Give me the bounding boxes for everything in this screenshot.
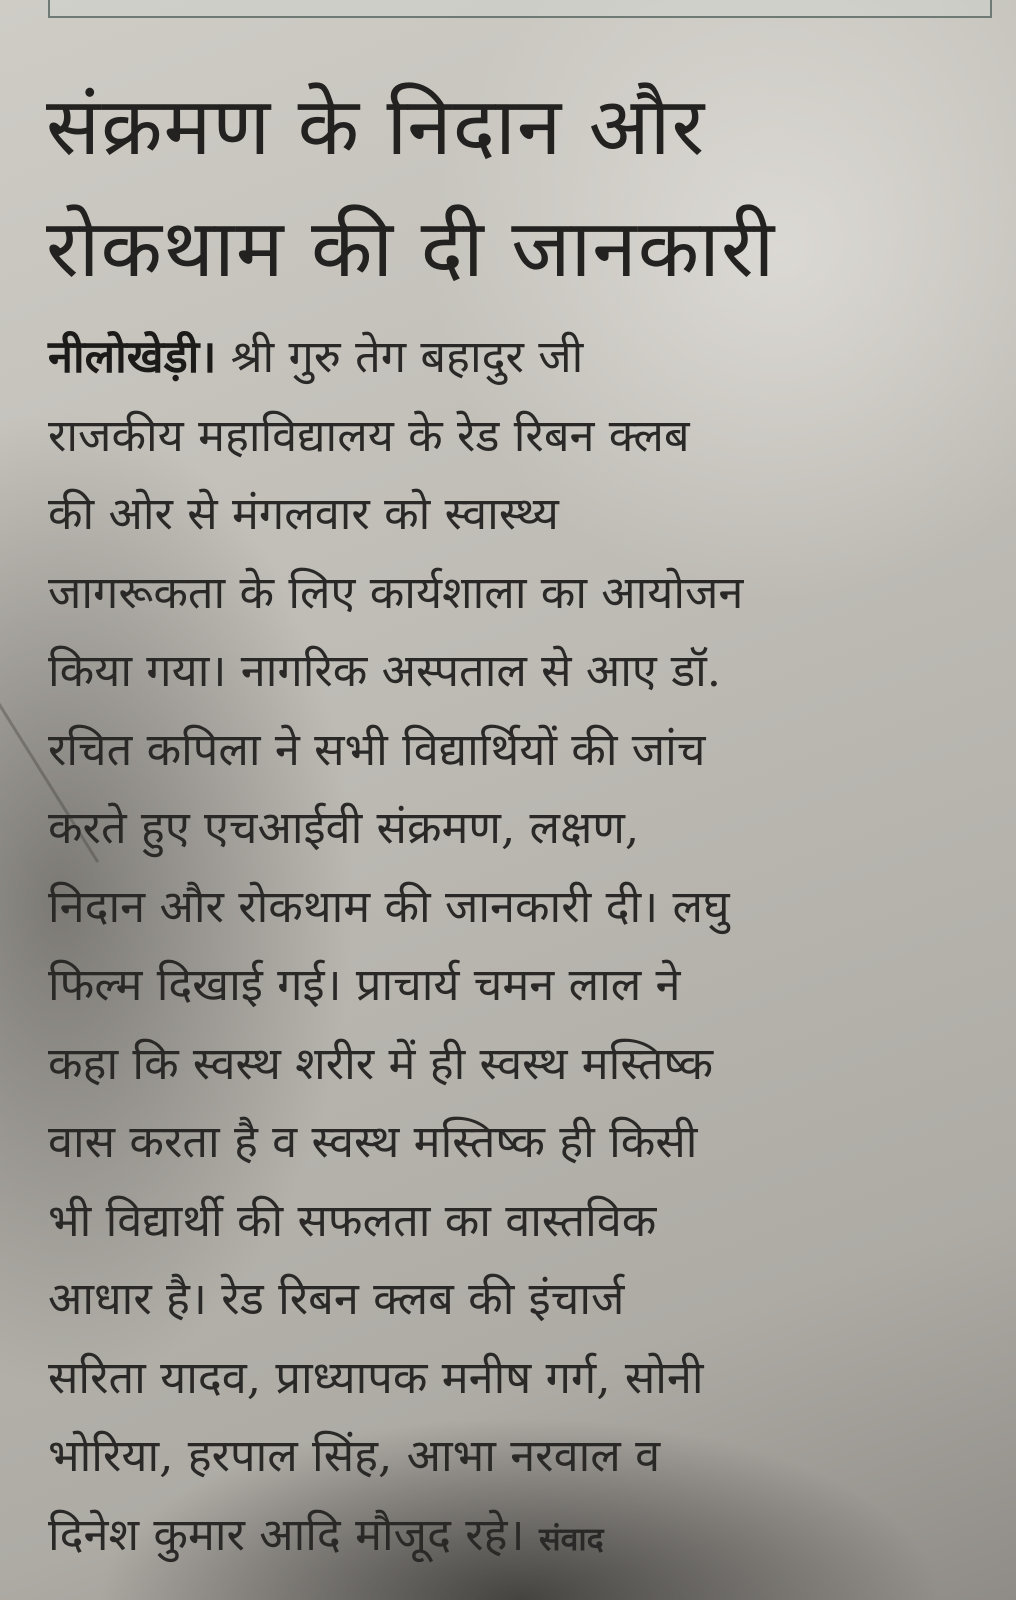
headline-line: संक्रमण के निदान और — [46, 80, 706, 173]
body-line: सरिता यादव, प्राध्यापक मनीष गर्ग, सोनी — [48, 1350, 704, 1404]
body-line: की ओर से मंगलवार को स्वास्थ्य — [48, 487, 559, 540]
body-line: राजकीय महाविद्यालय के रेड रिबन क्लब — [48, 408, 690, 462]
body-line: करते हुए एचआईवी संक्रमण, लक्षण, — [48, 801, 640, 854]
body-line: कहा कि स्वस्थ शरीर में ही स्वस्थ मस्तिष्क — [48, 1036, 714, 1090]
body-line-last-text: दिनेश कुमार आदि मौजूद रहे। — [48, 1507, 525, 1561]
article-body — [48, 318, 978, 1578]
body-line: भोरिया, हरपाल सिंह, आभा नरवाल व — [48, 1429, 661, 1482]
body-line-first-text: श्री गुरु तेग बहादुर जी — [216, 330, 584, 383]
body-line: निदान और रोकथाम की जानकारी दी। लघु — [48, 879, 730, 933]
dateline: नीलोखेड़ी। — [48, 330, 217, 383]
body-line: आधार है। रेड रिबन क्लब की इंचार्ज — [48, 1272, 625, 1325]
body-line-last — [48, 1496, 978, 1579]
byline-credit: संवाद — [538, 1519, 604, 1558]
body-line: फिल्म दिखाई गई। प्राचार्य चमन लाल ने — [48, 958, 681, 1011]
body-line-first — [48, 318, 978, 397]
body-line: रचित कपिला ने सभी विद्यार्थियों की जांच — [48, 722, 706, 776]
top-border-rule — [48, 0, 992, 18]
body-line: किया गया। नागरिक अस्पताल से आए डॉ. — [48, 644, 722, 697]
body-line: वास करता है व स्वस्थ मस्तिष्क ही किसी — [48, 1115, 698, 1168]
headline-line: रोकथाम की दी जानकारी — [46, 202, 776, 295]
article-headline — [46, 66, 986, 310]
body-line: भी विद्यार्थी की सफलता का वास्तविक — [48, 1193, 657, 1247]
body-line: जागरूकता के लिए कार्यशाला का आयोजन — [48, 565, 744, 619]
